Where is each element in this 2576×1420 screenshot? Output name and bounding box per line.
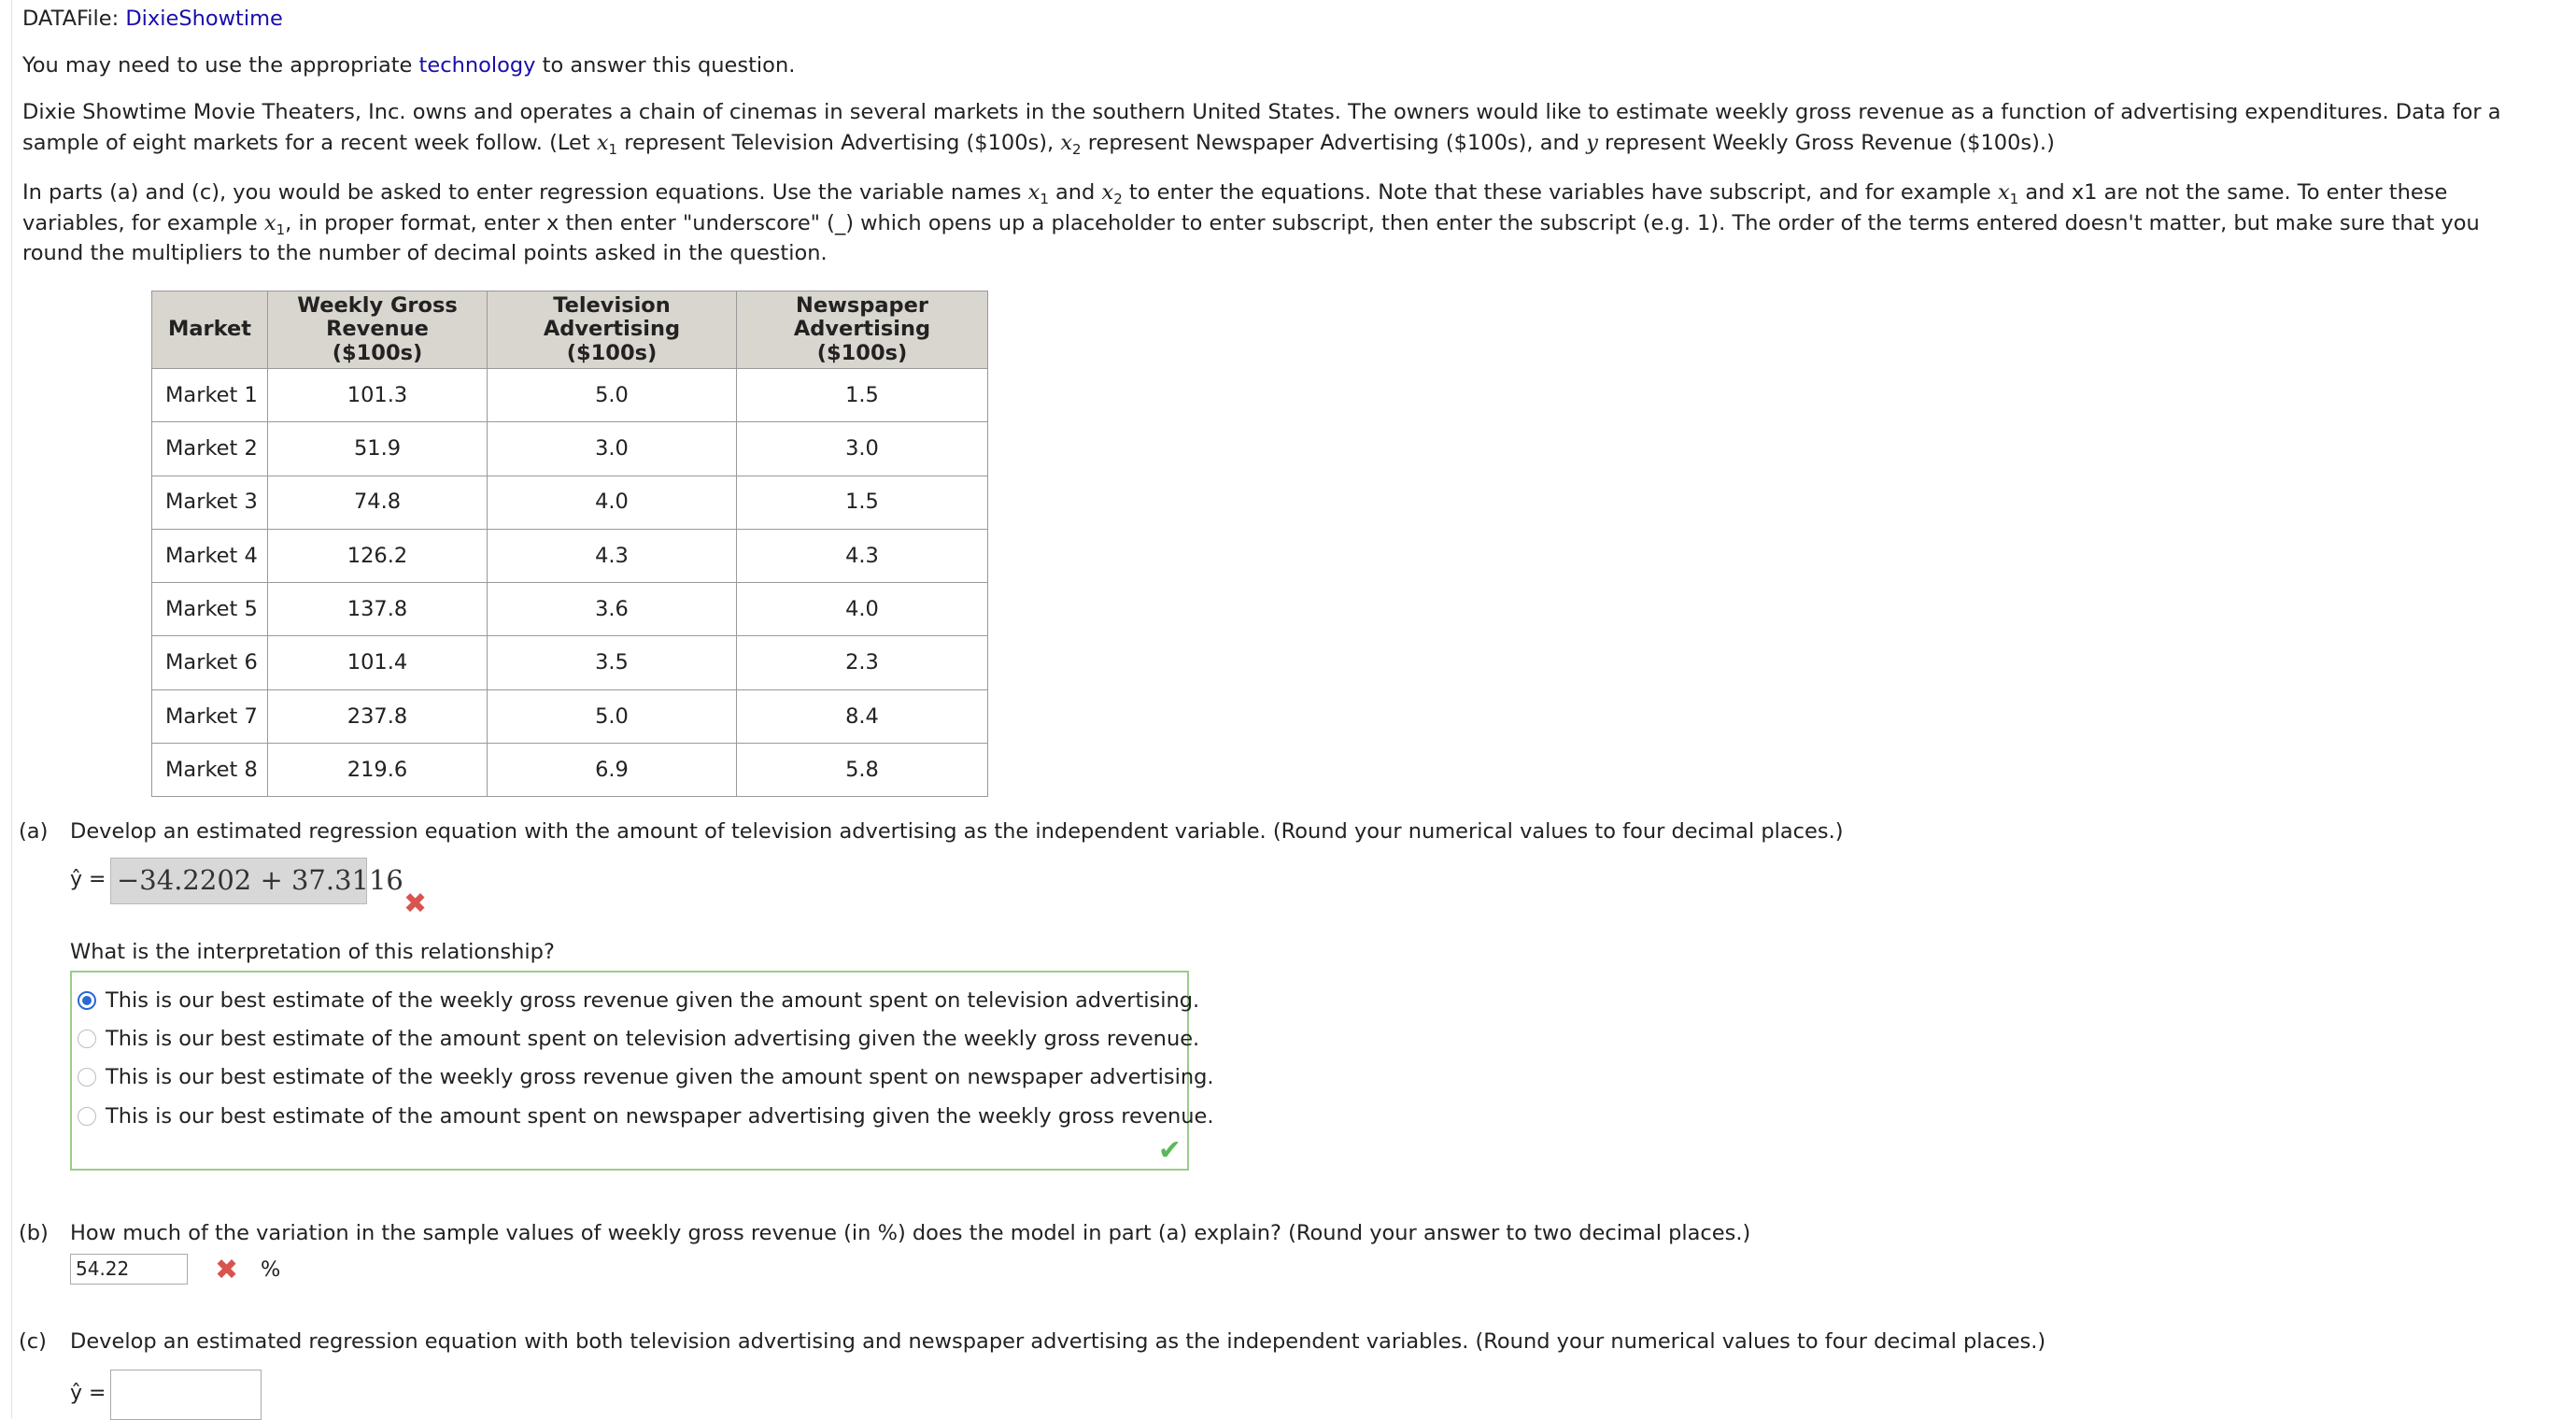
header-news-l1: Newspaper (795, 293, 929, 319)
cell-revenue: 219.6 (268, 744, 488, 797)
problem-t4: represent Weekly Gross Revenue ($100s).) (1597, 130, 2055, 155)
cell-newspaper: 8.4 (737, 689, 988, 743)
cell-revenue: 74.8 (268, 476, 488, 529)
var-y: y (1586, 130, 1598, 155)
table-row (152, 583, 988, 636)
table-row (152, 476, 988, 529)
instr-var-4-sub: 1 (276, 220, 286, 238)
datafile-link[interactable]: DixieShowtime (125, 7, 283, 31)
cell-market: Market 1 (152, 369, 268, 422)
radio-icon[interactable] (78, 1107, 96, 1126)
cell-newspaper: 4.3 (737, 529, 988, 582)
cell-tv: 5.0 (488, 689, 737, 743)
part-b-question: How much of the variation in the sample values of weekly gross revenue (in %) does the model in part (a) explain? (Round your answer to two decimal places.) (70, 1221, 1751, 1245)
cell-market: Market 8 (152, 744, 268, 797)
cell-market: Market 7 (152, 689, 268, 743)
technology-link[interactable]: technology (418, 53, 536, 78)
header-market-l1: Market (167, 317, 252, 342)
cell-newspaper: 3.0 (737, 422, 988, 476)
problem-t1: Dixie Showtime Movie Theaters, Inc. owns and operates a chain of cinemas in several markets in the southern United States. The owners would like to estimate weekly gross revenue as a function of advertising expenditures. Data for a sample of eight markets for a recent week follow. (Let (22, 100, 2501, 155)
option-label: This is our best estimate of the amount spent on television advertising given the weekly gross revenue. (106, 1027, 1200, 1051)
problem-t2: represent Television Advertising ($100s), (617, 130, 1061, 155)
instr-var-2: x (1101, 180, 1114, 205)
cell-newspaper: 2.3 (737, 636, 988, 689)
part-c-yhat: ŷ = (70, 1382, 106, 1405)
percent-unit: % (261, 1257, 281, 1282)
cell-tv: 3.0 (488, 422, 737, 476)
option-label: This is our best estimate of the weekly gross revenue given the amount spent on television advertising. (106, 988, 1200, 1013)
problem-t3: represent Newspaper Advertising ($100s), and (1081, 130, 1587, 155)
interpretation-options (70, 971, 1214, 1171)
radio-selected-icon[interactable] (78, 991, 96, 1010)
data-table (151, 291, 988, 797)
var-x2-sub: 2 (1072, 140, 1082, 158)
radio-icon[interactable] (78, 1068, 96, 1086)
datafile-label: DATAFile: (22, 7, 120, 31)
header-news-l2: Advertising ($100s) (793, 317, 931, 365)
cell-newspaper: 1.5 (737, 476, 988, 529)
table-row (152, 422, 988, 476)
cell-tv: 3.5 (488, 636, 737, 689)
part-a-answer-input[interactable]: −34.2202 + 37.3116 (110, 858, 367, 904)
instructions-text (22, 178, 2544, 269)
part-a-yhat: ŷ = (70, 868, 106, 891)
instr-var-3: x (1997, 180, 2010, 205)
table-header-row (152, 291, 988, 369)
header-revenue-l2: Revenue ($100s) (326, 317, 429, 365)
cell-newspaper: 4.0 (737, 583, 988, 636)
header-tv-l1: Television (553, 293, 671, 319)
option-label: This is our best estimate of the weekly gross revenue given the amount spent on newspaper advertising. (106, 1065, 1214, 1089)
cell-revenue: 101.4 (268, 636, 488, 689)
table-row (152, 689, 988, 743)
radio-icon[interactable] (78, 1030, 96, 1048)
part-b-label: (b) (19, 1221, 49, 1245)
header-market (152, 291, 268, 369)
cell-revenue: 126.2 (268, 529, 488, 582)
table-row (152, 636, 988, 689)
part-a-label: (a) (19, 819, 49, 844)
cell-tv: 5.0 (488, 369, 737, 422)
intro-before: You may need to use the appropriate (22, 53, 419, 78)
cell-newspaper: 1.5 (737, 369, 988, 422)
header-tv (488, 291, 737, 369)
part-a-wrong-icon: ✖ (403, 888, 428, 920)
instr-t3: to enter the equations. Note that these variables have subscript, and for example (1122, 180, 1998, 205)
cell-tv: 3.6 (488, 583, 737, 636)
instr-var-1-sub: 1 (1040, 191, 1049, 207)
cell-market: Market 3 (152, 476, 268, 529)
cell-market: Market 2 (152, 422, 268, 476)
cell-revenue: 237.8 (268, 689, 488, 743)
var-x1: x (596, 130, 609, 155)
var-x1-sub: 1 (608, 140, 618, 158)
intro-after: to answer this question. (535, 53, 796, 78)
part-b-wrong-icon: ✖ (215, 1254, 239, 1286)
cell-tv: 6.9 (488, 744, 737, 797)
part-b-answer-input[interactable]: 54.22 (70, 1254, 188, 1285)
header-revenue-l1: Weekly Gross (297, 293, 458, 319)
cell-revenue: 101.3 (268, 369, 488, 422)
instr-t4: and x1 are not the same. To enter these variables, for example (22, 180, 2448, 235)
cell-market: Market 6 (152, 636, 268, 689)
cell-revenue: 51.9 (268, 422, 488, 476)
option-label: This is our best estimate of the amount spent on newspaper advertising given the weekly gross revenue. (106, 1104, 1214, 1129)
instr-var-1: x (1027, 180, 1040, 205)
part-c-question: Develop an estimated regression equation with both television advertising and newspaper advertising as the independent variables. (Round your numerical values to four decimal places.) (70, 1329, 2046, 1354)
instr-var-2-sub: 2 (1113, 191, 1123, 207)
instr-t1: In parts (a) and (c), you would be asked to enter regression equations. Use the variable names (22, 180, 1028, 205)
cell-market: Market 5 (152, 583, 268, 636)
cell-tv: 4.3 (488, 529, 737, 582)
instr-var-3-sub: 1 (2009, 191, 2019, 207)
correct-check-icon: ✔ (1157, 1134, 1182, 1167)
intro-text (22, 50, 2544, 81)
instr-t2: and (1048, 180, 1102, 205)
instr-var-4: x (263, 210, 276, 235)
part-c-answer-input[interactable] (110, 1370, 262, 1420)
table-row (152, 369, 988, 422)
header-revenue (268, 291, 488, 369)
cell-tv: 4.0 (488, 476, 737, 529)
interpretation-question: What is the interpretation of this relationship? (70, 940, 555, 964)
table-row (152, 744, 988, 797)
datafile-line (22, 4, 283, 35)
cell-revenue: 137.8 (268, 583, 488, 636)
part-a-question: Develop an estimated regression equation with the amount of television advertising as the independent variable. (Round your numerical values to four decimal places.) (70, 819, 1844, 844)
header-newspaper (737, 291, 988, 369)
problem-statement (22, 97, 2544, 158)
var-x2: x (1060, 130, 1073, 155)
instr-t5: , in proper format, enter x then enter "underscore" (_) which opens up a placeholder to enter subscript, then enter the subscript (e.g. 1). The order of the terms entered doesn't matter, but make sure that you round the multipliers to the number of decimal points asked in the question. (22, 210, 2480, 266)
header-tv-l2: Advertising ($100s) (543, 317, 681, 365)
cell-newspaper: 5.8 (737, 744, 988, 797)
cell-market: Market 4 (152, 529, 268, 582)
part-c-label: (c) (19, 1329, 47, 1354)
table-row (152, 529, 988, 582)
